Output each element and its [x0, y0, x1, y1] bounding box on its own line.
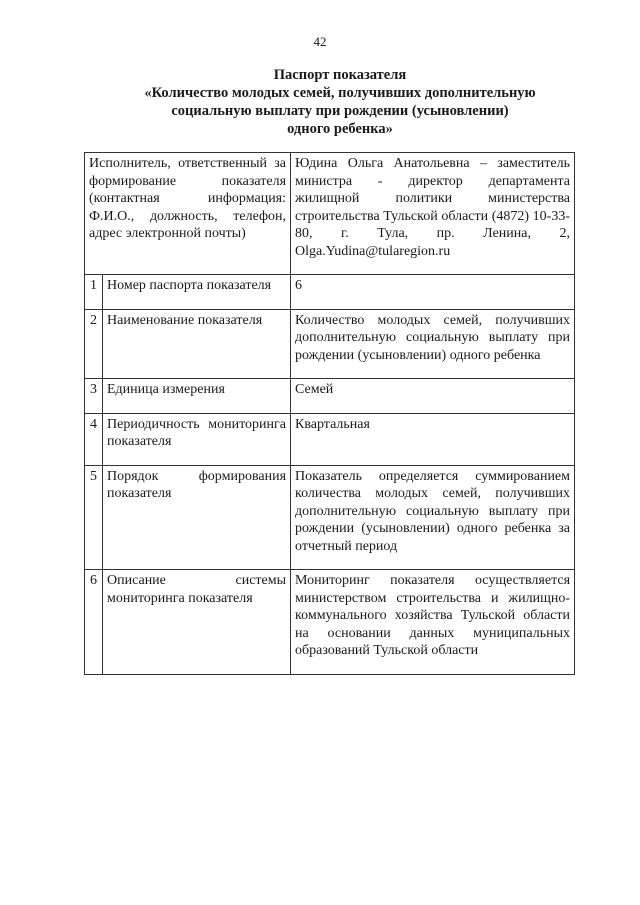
row-label: Периодичность мониторинга показателя [103, 413, 291, 465]
row-value: Показатель определяется суммированием количества молодых семей, получивших дополнительную социальную выплату при рождении (усыновлении) одного ребенка за отчетный период [291, 465, 575, 570]
title-line-4: одного ребенка» [287, 121, 393, 137]
row-label: Наименование показателя [103, 309, 291, 379]
title-line-1: Паспорт показателя [273, 67, 407, 83]
row-number: 2 [85, 309, 103, 379]
table-row [85, 570, 575, 675]
title-line-3: социальную выплату при рождении (усыновлении) [171, 103, 509, 119]
row-value: Количество молодых семей, получивших дополнительную социальную выплату при рождении (усыновлении) одного ребенка [291, 309, 575, 379]
row-value: 6 [291, 275, 575, 310]
row-number: 4 [85, 413, 103, 465]
row-number: 1 [85, 275, 103, 310]
executor-value: Юдина Ольга Анатольевна – заместитель министра - директор департамента жилищной политики министерства строительства Тульской области (4872) 10-33-80, г. Тула, пр. Ленина, 2, Olga.Yudina@tularegion.ru [291, 153, 575, 275]
row-label: Описание системы мониторинга показателя [103, 570, 291, 675]
row-label: Единица измерения [103, 379, 291, 414]
row-value: Мониторинг показателя осуществляется министерством строительства и жилищно-коммунального хозяйства Тульской области на основании данных муниципальных образований Тульской области [291, 570, 575, 675]
title-line-2: «Количество молодых семей, получивших дополнительную [144, 85, 536, 101]
row-label: Порядок формирования показателя [103, 465, 291, 570]
row-label: Номер паспорта показателя [103, 275, 291, 310]
row-value: Квартальная [291, 413, 575, 465]
table-row [85, 275, 575, 310]
table-row [85, 465, 575, 570]
table-row [85, 379, 575, 414]
row-number: 5 [85, 465, 103, 570]
page-number: 42 [313, 34, 327, 49]
passport-table [84, 152, 575, 675]
table-row-executor [85, 153, 575, 275]
document-title [100, 66, 580, 138]
row-value: Семей [291, 379, 575, 414]
table-row [85, 309, 575, 379]
executor-label: Исполнитель, ответственный за формирование показателя (контактная информация: Ф.И.О., должность, телефон, адрес электронной почты) [85, 153, 291, 275]
table-row [85, 413, 575, 465]
row-number: 3 [85, 379, 103, 414]
row-number: 6 [85, 570, 103, 675]
